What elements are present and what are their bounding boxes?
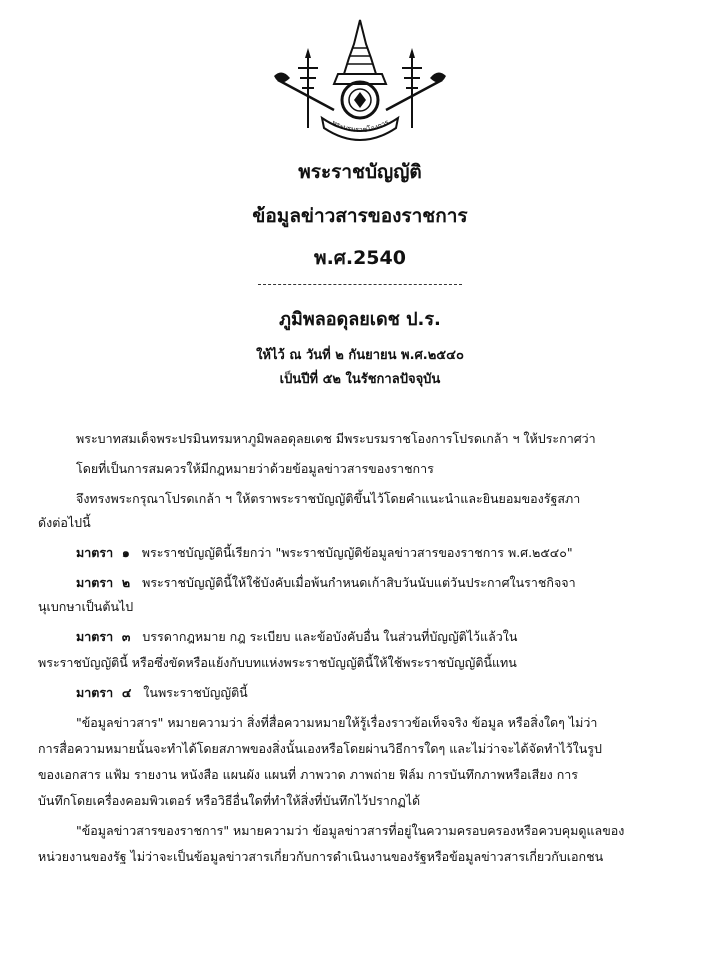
section-1 [76,544,573,562]
reign-year: เป็นปีที่ ๕๒ ในรัชกาลปัจจุบัน [279,372,441,387]
definition-1-line-1: "ข้อมูลข่าวสาร" หมายความว่า สิ่งที่สื่อความหมายให้รู้เรื่องราวข้อเท็จจริง ข้อมูล หรือสิ่งใดๆ ไม่ว่า [76,715,598,730]
royal-seal-emblem [268,18,452,148]
definition-1-line-2: การสื่อความหมายนั้นจะทำได้โดยสภาพของสิ่งนั้นเองหรือโดยผ่านวิธีการใดๆ และไม่ว่าจะได้จัดทำไว้ในรูป [38,741,602,756]
preamble-line-1: พระบาทสมเด็จพระปรมินทรมหาภูมิพลอดุลยเดช มีพระบรมราชโองการโปรดเกล้า ฯ ให้ประกาศว่า [76,431,596,446]
section-2-continuation: นุเบกษาเป็นต้นไป [38,599,134,614]
section-label: มาตรา ๑ [76,545,130,560]
act-title: พระราชบัญญัติ [298,161,422,183]
svg-text:พระบรมราชโองการ [331,118,391,134]
king-name: ภูมิพลอดุลยเดช ป.ร. [279,309,441,330]
section-4 [76,684,248,702]
definition-1-line-4: บันทึกโดยเครื่องคอมพิวเตอร์ หรือวิธีอื่นใดที่ทำให้สิ่งที่บันทึกไว้ปรากฏได้ [38,793,421,808]
section-label: มาตรา ๒ [76,575,131,590]
seal-band-text: พระบรมราชโองการ [330,118,391,135]
given-date: ให้ไว้ ณ วันที่ ๒ กันยายน พ.ศ.๒๕๔๐ [256,348,464,363]
section-3-continuation: พระราชบัญญัตินี้ หรือซึ่งขัดหรือแย้งกับบทแห่งพระราชบัญญัตินี้ให้ใช้พระราชบัญญัตินี้แทน [38,655,517,670]
definition-2-line-2: หน่วยงานของรัฐ ไม่ว่าจะเป็นข้อมูลข่าวสารเกี่ยวกับการดำเนินงานของรัฐหรือข้อมูลข่าวสารเกี่ยวกับเอกชน [38,849,604,864]
act-subtitle: ข้อมูลข่าวสารของราชการ [252,205,468,227]
section-3-text: บรรดากฎหมาย กฎ ระเบียบ และข้อบังคับอื่น ในส่วนที่บัญญัติไว้แล้วใน [142,629,518,644]
preamble-line-3: จึงทรงพระกรุณาโปรดเกล้า ฯ ให้ตราพระราชบัญญัติขึ้นไว้โดยคำแนะนำและยินยอมของรัฐสภา [76,491,581,506]
preamble-line-2: โดยที่เป็นการสมควรให้มีกฎหมายว่าด้วยข้อมูลข่าวสารของราชการ [76,461,434,476]
section-4-text: ในพระราชบัญญัตินี้ [143,685,248,700]
section-2-text: พระราชบัญญัตินี้ให้ใช้บังคับเมื่อพ้นกำหนดเก้าสิบวันนับแต่วันประกาศในราชกิจจา [142,575,576,590]
title-separator [258,284,462,285]
preamble-line-4: ดังต่อไปนี้ [38,515,91,530]
definition-1-line-3: ของเอกสาร แฟ้ม รายงาน หนังสือ แผนผัง แผนที่ ภาพวาด ภาพถ่าย ฟิล์ม การบันทึกภาพหรือเสียง การ [38,767,579,782]
section-1-text: พระราชบัญญัตินี้เรียกว่า "พระราชบัญญัติข้อมูลข่าวสารของราชการ พ.ศ.๒๕๔๐" [141,545,573,560]
royal-seal-icon [268,18,452,148]
section-3 [76,628,517,646]
section-label: มาตรา ๓ [76,629,131,644]
section-2 [76,574,576,592]
definition-2-line-1: "ข้อมูลข่าวสารของราชการ" หมายความว่า ข้อมูลข่าวสารที่อยู่ในความครอบครองหรือควบคุมดูแลของ [76,823,625,838]
section-label: มาตรา ๔ [76,685,132,700]
act-year: พ.ศ.2540 [314,247,406,269]
